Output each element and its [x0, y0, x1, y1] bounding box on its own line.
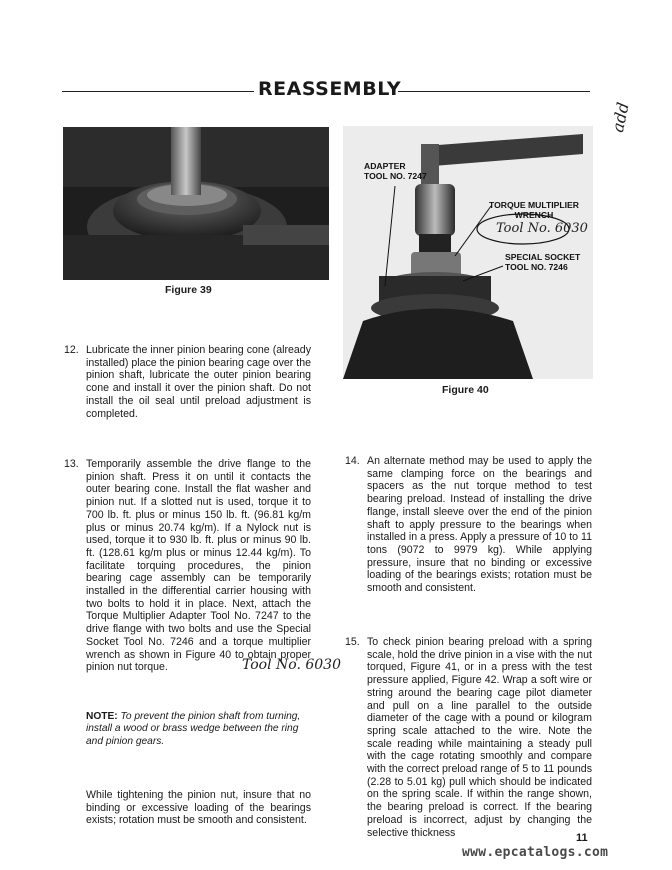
figure-39-image [63, 127, 329, 280]
step-13-followup [86, 789, 311, 827]
page-heading: REASSEMBLY [258, 78, 402, 100]
callout-adapter-line1: ADAPTER [364, 161, 406, 171]
note-text: To prevent the pinion shaft from turning, install a wood or brass wedge between the ring and pinion gears. [86, 711, 301, 747]
step-14 [345, 455, 592, 595]
step-14-number: 14. [345, 455, 360, 467]
step-14-text: An alternate method may be used to apply the same clamping force on the bearings and spacers as the nut torque method to test bearing preload. Instead of installing the drive flange, install sleeve over the end of the pinion shaft to apply pressure to the bearings when installed in a press. Apply a pressure of 10 to 11 tons (9072 to 9979 kg). While applying pressure, insure that no binding or excessive loading of the bearings exists; rotation must be smooth and consistent. [367, 455, 592, 595]
heading-rule-left [62, 91, 254, 92]
note-block [86, 711, 311, 748]
step-13-text: Temporarily assemble the drive flange to the pinion shaft. Press it on until it contacts the outer bearing cone. Install the flat washer and pinion nut. If a slotted nut is used, torque it to 700 lb. ft. plus or minus 150 lb. ft. (96.81 kg/m plus or minus 20.74 kg/m). If a Nylock nut is used, torque it to 930 lb. ft. plus or minus 90 lb. ft. (128.61 kg/m plus or minus 12.44 kg/m). To facilitate torquing procedures, the pinion bearing cage assembly can be temporarily installed in the differential carrier housing with two bolts to hold it in place. Next, attach the Torque Multiplier Adapter Tool No. 7247 to the drive flange with two bolts and use the Special Socket Tool No. 7246 and a torque multiplier wrench as shown in Figure 40 to obtain proper pinion nut torque. [86, 458, 311, 674]
step-15 [345, 636, 592, 839]
step-13-followup-text: While tightening the pinion nut, insure that no binding or excessive loading of the bearings exists; rotation must be smooth and consistent. [86, 789, 311, 827]
handwritten-margin-note: add [608, 100, 633, 134]
step-15-number: 15. [345, 636, 360, 648]
callout-special-socket [505, 252, 580, 272]
callout-socket-line1: SPECIAL SOCKET [505, 252, 581, 262]
handwritten-tool-note-figure: Tool No. 6030 [496, 221, 588, 236]
step-13 [64, 458, 311, 674]
watermark: www.epcatalogs.com [462, 845, 609, 860]
callout-torque-line1: TORQUE MULTIPLIER [489, 200, 579, 210]
heading-rule-right [398, 91, 590, 92]
handwritten-tool-note-text: Tool No. 6030 [242, 657, 341, 673]
figure-39-photo [63, 127, 329, 280]
callout-adapter-line2: TOOL NO. 7247 [364, 171, 427, 181]
page-number: 11 [576, 832, 588, 844]
step-12 [64, 344, 311, 420]
figure-40-caption: Figure 40 [442, 384, 489, 396]
figure-39-caption: Figure 39 [165, 284, 212, 296]
note-label: NOTE: [86, 711, 118, 722]
callout-torque-multiplier [489, 200, 579, 220]
step-12-number: 12. [64, 344, 79, 356]
step-13-number: 13. [64, 458, 79, 470]
step-12-text: Lubricate the inner pinion bearing cone (already installed) place the pinion bearing cage over the pinion shaft, lubricate the outer pinion bearing cone and install it over the pinion shaft. Do not install the oil seal until preload adjustment is completed. [86, 344, 311, 420]
step-15-text: To check pinion bearing preload with a spring scale, hold the drive pinion in a vise with the nut torqued, Figure 41, or in a press with the test pressure applied, Figure 42. Wrap a soft wire or string around the bearing cage pilot diameter and pull on a line parallel to the outside diameter of the cage with a pound or kilogram spring scale attached to the wire. Note the scale reading while maintaining a steady pull with the cage rotating smoothly and compare with the correct preload range of 5 to 11 pounds (2.28 to 5.01 kg) pull which should be indicated on the spring scale. If within the range shown, the bearing preload is correct. If the bearing preload is incorrect, adjust by changing the selective thickness [367, 636, 592, 839]
callout-socket-line2: TOOL NO. 7246 [505, 262, 568, 272]
callout-torque-line2: WRENCH [514, 210, 554, 220]
callout-adapter [364, 161, 427, 181]
